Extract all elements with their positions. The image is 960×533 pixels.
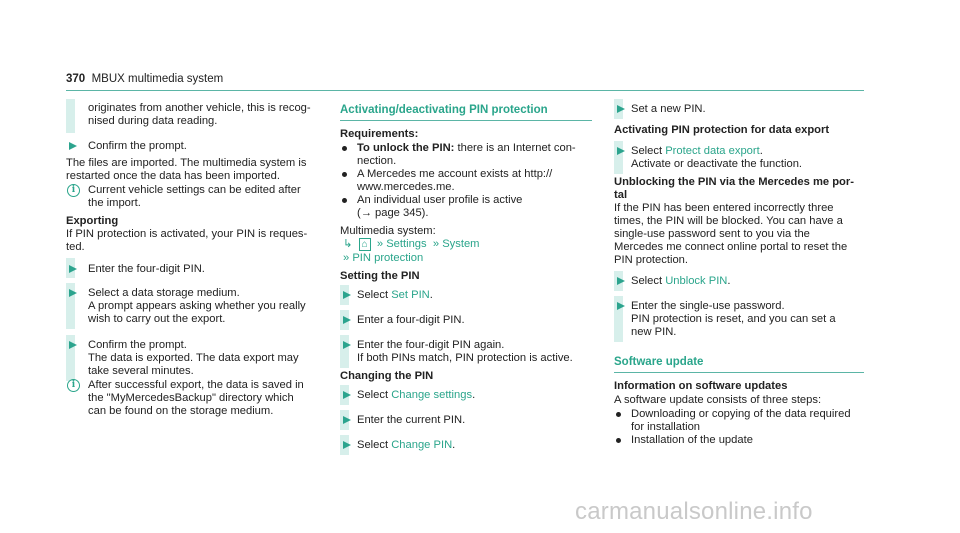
note-text: the "MyMercedesBackup" directory which: [88, 392, 294, 404]
step-arrow-icon: [617, 302, 625, 310]
nav-settings: Settings: [386, 238, 427, 250]
step-arrow-icon: [343, 341, 351, 349]
step-bar: [614, 141, 623, 174]
step-text: Enter the four-digit PIN again.: [357, 339, 505, 351]
step-arrow-icon: [343, 291, 351, 299]
step-text: Enter the current PIN.: [357, 414, 466, 426]
section-title: Activating/deactivating PIN protection: [340, 104, 548, 116]
subheading: Exporting: [66, 215, 119, 227]
step-text: Select: [631, 145, 666, 157]
bullet-text: nection.: [357, 155, 397, 167]
paragraph-line: The files are imported. The multimedia system is: [66, 157, 307, 169]
bullet-text: (→ page 345).: [357, 207, 429, 219]
nav-arrow-icon: »: [376, 238, 384, 250]
step-arrow-icon: [343, 441, 351, 449]
step-text: PIN protection is reset, and you can set a: [631, 313, 836, 325]
step-text: Activate or deactivate the function.: [631, 158, 803, 170]
step-text: Select: [357, 289, 392, 301]
bullet-text: www.mercedes.me.: [357, 181, 455, 193]
step-text: Select: [357, 389, 392, 401]
subheading: Activating PIN protection for data export: [614, 124, 830, 136]
step-text: Enter the four-digit PIN.: [88, 263, 205, 275]
note-text: the import.: [88, 197, 141, 209]
subheading: Unblocking the PIN via the Mercedes me por-: [614, 176, 854, 188]
protect-data-export-link: Protect data export: [665, 145, 760, 157]
header-rule: [66, 90, 864, 91]
paragraph-line: single-use password sent to you via the: [614, 228, 810, 240]
subheading: Requirements:: [340, 128, 419, 140]
step-text: take several minutes.: [88, 365, 194, 377]
step-arrow-icon: [343, 316, 351, 324]
bullet-text: for installation: [631, 421, 701, 433]
step-arrow-icon: [343, 391, 351, 399]
bullet: [342, 146, 347, 151]
info-icon: i: [67, 379, 80, 392]
step-arrow-icon: [69, 142, 77, 150]
paragraph-line: nised during data reading.: [88, 115, 218, 127]
step-bar: [66, 99, 75, 133]
step-text: Select: [357, 439, 392, 451]
paragraph-line: If PIN protection is activated, your PIN is reques-: [66, 228, 308, 240]
paragraph-line: Mercedes me connect online portal to reset the: [614, 241, 848, 253]
step-arrow-icon: [343, 416, 351, 424]
bullet-text: An individual user profile is active: [357, 194, 523, 206]
bullet-text: A Mercedes me account exists at http://: [357, 168, 553, 180]
nav-pin-protection: PIN protection: [352, 252, 424, 264]
change-settings-link: Change settings: [391, 389, 473, 401]
note-text: After successful export, the data is saved in: [88, 379, 304, 391]
step-text: Enter a four-digit PIN.: [357, 314, 465, 326]
bullet-text: Downloading or copying of the data required: [631, 408, 851, 420]
info-icon: i: [67, 184, 80, 197]
subheading: Changing the PIN: [340, 370, 434, 382]
page-title: MBUX multimedia system: [91, 73, 224, 85]
set-pin-link: Set PIN: [391, 289, 430, 301]
subheading: Setting the PIN: [340, 270, 420, 282]
bullet: [342, 172, 347, 177]
paragraph-line: A software update consists of three steps:: [614, 394, 822, 406]
nav-system: System: [442, 238, 480, 250]
bold-label: To unlock the PIN:: [357, 142, 455, 154]
nav-arrow-icon: »: [343, 252, 350, 264]
page-number: 370: [66, 73, 86, 85]
page-header: [66, 73, 223, 86]
change-pin-link: Change PIN: [391, 439, 453, 451]
step-arrow-icon: [69, 289, 77, 297]
step-text: Enter the single-use password.: [631, 300, 785, 312]
bullet-text: Installation of the update: [631, 434, 753, 446]
subheading: tal: [614, 189, 628, 201]
paragraph-line: restarted once the data has been imported.: [66, 170, 280, 182]
paragraph-line: ted.: [66, 241, 85, 253]
bullet-text: there is an Internet con-: [454, 142, 576, 154]
bullet: [616, 438, 621, 443]
watermark: carmanualsonline.info: [575, 498, 813, 525]
step-arrow-icon: [617, 277, 625, 285]
step-arrow-icon: [617, 105, 625, 113]
paragraph-line: Multimedia system:: [340, 225, 436, 237]
step-text: wish to carry out the export.: [88, 313, 226, 325]
paragraph-line: If the PIN has been entered incorrectly three: [614, 202, 834, 214]
step-text: Set a new PIN.: [631, 103, 706, 115]
paragraph-line: PIN protection.: [614, 254, 688, 266]
section-title: Software update: [614, 356, 704, 368]
nav-path-2: [343, 252, 423, 265]
step-text: A prompt appears asking whether you really: [88, 300, 306, 312]
return-arrow-icon: ↳: [343, 238, 353, 250]
step-arrow-icon: [69, 265, 77, 273]
step-text: Select: [631, 275, 666, 287]
unblock-pin-link: Unblock PIN: [665, 275, 728, 287]
section-rule: [340, 120, 592, 121]
nav-arrow-icon: »: [432, 238, 440, 250]
step-text: The data is exported. The data export may: [88, 352, 299, 364]
step-text: If both PINs match, PIN protection is active.: [357, 352, 573, 364]
step-arrow-icon: [617, 147, 625, 155]
step-text: Confirm the prompt.: [88, 140, 187, 152]
step-arrow-icon: [69, 341, 77, 349]
nav-path: [343, 238, 480, 251]
home-icon: ⌂: [359, 238, 371, 251]
note-text: Current vehicle settings can be edited after: [88, 184, 301, 196]
bullet: [616, 412, 621, 417]
step-text: Select a data storage medium.: [88, 287, 240, 299]
bullet: [342, 198, 347, 203]
subheading: Information on software updates: [614, 380, 788, 392]
step-bar: [340, 335, 349, 368]
paragraph-line: originates from another vehicle, this is recog-: [88, 102, 311, 114]
paragraph-line: times, the PIN will be blocked. You can have a: [614, 215, 843, 227]
note-text: can be found on the storage medium.: [88, 405, 274, 417]
section-rule: [614, 372, 864, 373]
step-text: Confirm the prompt.: [88, 339, 187, 351]
step-text: new PIN.: [631, 326, 677, 338]
